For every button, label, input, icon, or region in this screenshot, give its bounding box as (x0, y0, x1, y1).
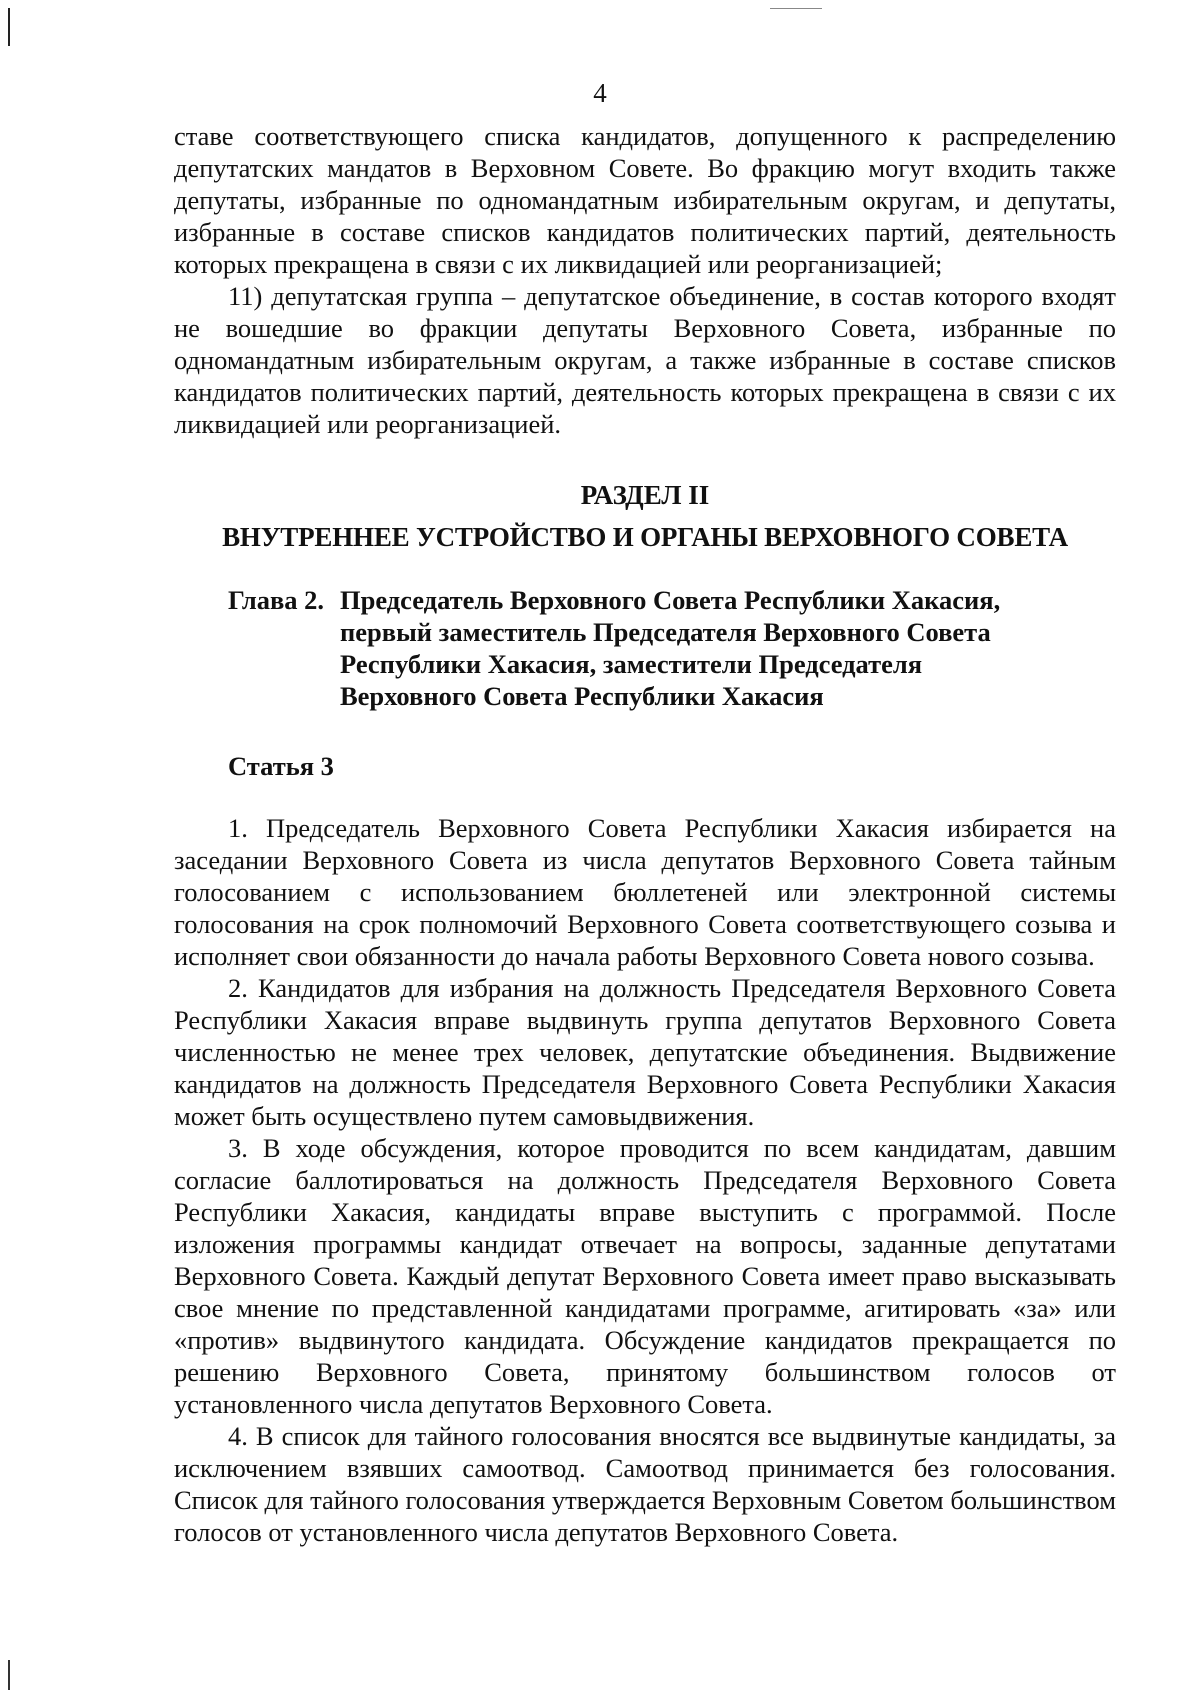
section-subtitle: ВНУТРЕННЕЕ УСТРОЙСТВО И ОРГАНЫ ВЕРХОВНОГО СОВЕТА (222, 522, 1068, 552)
page-number: 4 (593, 78, 607, 108)
article-paragraph-1: 1. Председатель Верховного Совета Республики Хакасия избирается на заседании Верховного Совета из числа депутатов Верховного Совета тайным голосованием с использованием бюллетеней или электронной системы голосования на срок полномочий Верховного Совета соответствующего созыва и исполняет свои обязанности до начала работы Верховного Совета нового созыва. (174, 813, 1116, 971)
chapter-title-line: Республики Хакасия, заместители Председателя (340, 649, 923, 679)
scan-edge-mark-bottom (8, 1660, 10, 1690)
chapter-title-line: Верховного Совета Республики Хакасия (340, 681, 824, 711)
chapter-heading (228, 584, 1116, 712)
section-title: РАЗДЕЛ II (580, 480, 710, 510)
chapter-number: Глава 2. (228, 585, 325, 615)
chapter-title-line: Председатель Верховного Совета Республики Хакасия, (340, 585, 1001, 615)
article-paragraph-2: 2. Кандидатов для избрания на должность Председателя Верховного Совета Республики Хакасия вправе выдвинуть группа депутатов Верховного Совета численностью не менее трех человек, депутатские объединения. Выдвижение кандидатов на должность Председателя Верховного Совета Республики Хакасия может быть осуществлено путем самовыдвижения. (174, 973, 1116, 1131)
article-title: Статья 3 (228, 751, 334, 781)
article-paragraph-4: 4. В список для тайного голосования вносятся все выдвинутые кандидаты, за исключением взявших самоотвод. Самоотвод принимается без голосования. Список для тайного голосования утверждается Верховным Советом большинством голосов от установленного числа депутатов Верховного Совета. (174, 1421, 1116, 1547)
document-body (174, 120, 1116, 1548)
scan-top-mark (770, 8, 822, 9)
article-body (174, 812, 1116, 1548)
intro-paragraph-item-11: 11) депутатская группа – депутатское объединение, в состав которого входят не вошедшие во фракции депутаты Верховного Совета, избранные по одномандатным избирательным округам, а также избранные в составе списков кандидатов политических партий, деятельность которых прекращена в связи с их ликвидацией или реорганизацией. (174, 281, 1116, 439)
intro-paragraph-continued: ставе соответствующего списка кандидатов, допущенного к распределению депутатских мандатов в Верховном Совете. Во фракцию могут входить также депутаты, избранные по одномандатным избирательным округам, и депутаты, избранные в составе списков кандидатов политических партий, деятельность которых прекращена в связи с их ликвидацией или реорганизацией; (174, 121, 1116, 279)
article-paragraph-3: 3. В ходе обсуждения, которое проводится по всем кандидатам, давшим согласие баллотироваться на должность Председателя Верховного Совета Республики Хакасия, кандидаты вправе выступить с программой. После изложения программы кандидат отвечает на вопросы, заданные депутатами Верховного Совета. Каждый депутат Верховного Совета имеет право высказывать свое мнение по представленной кандидатами программе, агитировать «за» или «против» выдвинутого кандидата. Обсуждение кандидатов прекращается по решению Верховного Совета, принятому большинством голосов от установленного числа депутатов Верховного Совета. (174, 1133, 1116, 1419)
chapter-title-line: первый заместитель Председателя Верховного Совета (340, 617, 991, 647)
chapter-title (340, 584, 1000, 712)
scan-edge-mark (8, 8, 10, 46)
